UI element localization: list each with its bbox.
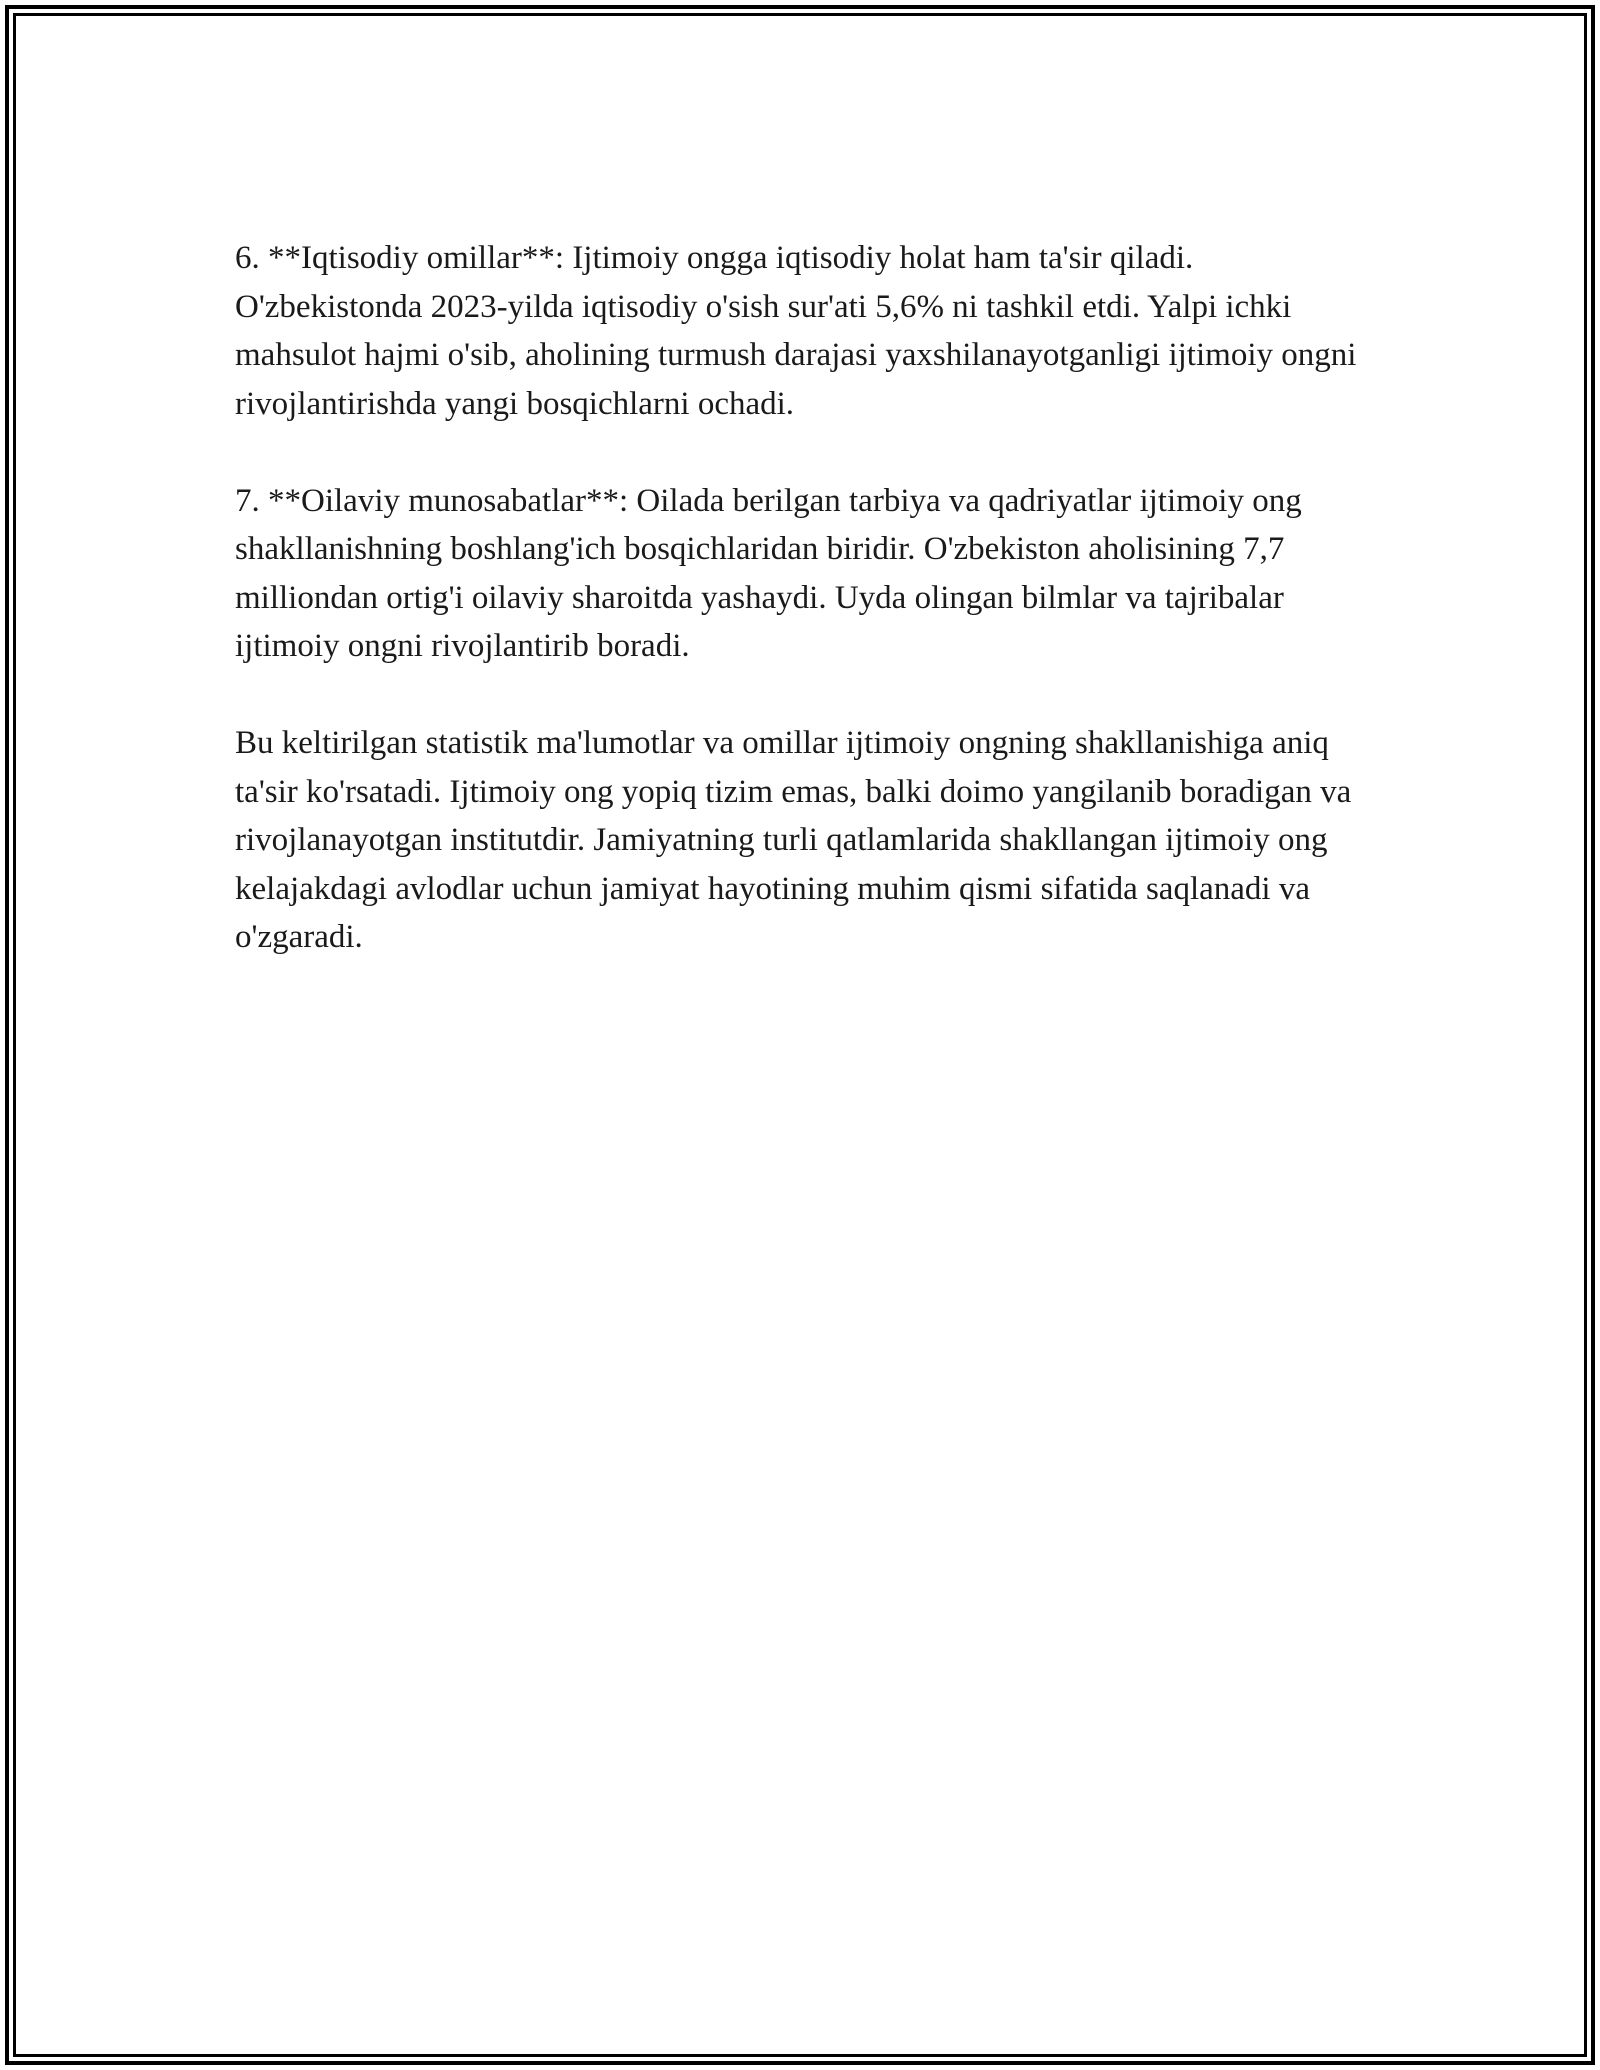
paragraph-conclusion: Bu keltirilgan statistik ma'lumotlar va omillar ijtimoiy ongning shakllanishiga aniq ta'sir ko'rsatadi. Ijtimoiy ong yopiq tizim emas, balki doimo yangilanib boradigan va rivojlanayotgan institutdir. Jamiyatning turli qatlamlarida shakllangan ijtimoiy ong kelajakdagi avlodlar uchun jamiyat hayotining muhim qismi sifatida saqlanadi va o'zgaradi. (235, 725, 1352, 955)
paragraph-economic-factors: 6. **Iqtisodiy omillar**: Ijtimoiy ongga iqtisodiy holat ham ta'sir qiladi. O'zbekistonda 2023-yilda iqtisodiy o'sish sur'ati 5,6% ni tashkil etdi. Yalpi ichki mahsulot hajmi o'sib, aholining turmush darajasi yaxshilanayotganligi ijtimoiy ongni rivojlantirishda yangi bosqichlarni ochadi. (235, 240, 1357, 422)
document-body (235, 234, 1365, 1010)
paragraph-family-relations: 7. **Oilaviy munosabatlar**: Oilada berilgan tarbiya va qadriyatlar ijtimoiy ong shakllanishning boshlang'ich bosqichlaridan biridir. O'zbekiston aholisining 7,7 milliondan ortig'i oilaviy sharoitda yashaydi. Uyda olingan bilmlar va tajribalar ijtimoiy ongni rivojlantirib boradi. (235, 482, 1302, 664)
